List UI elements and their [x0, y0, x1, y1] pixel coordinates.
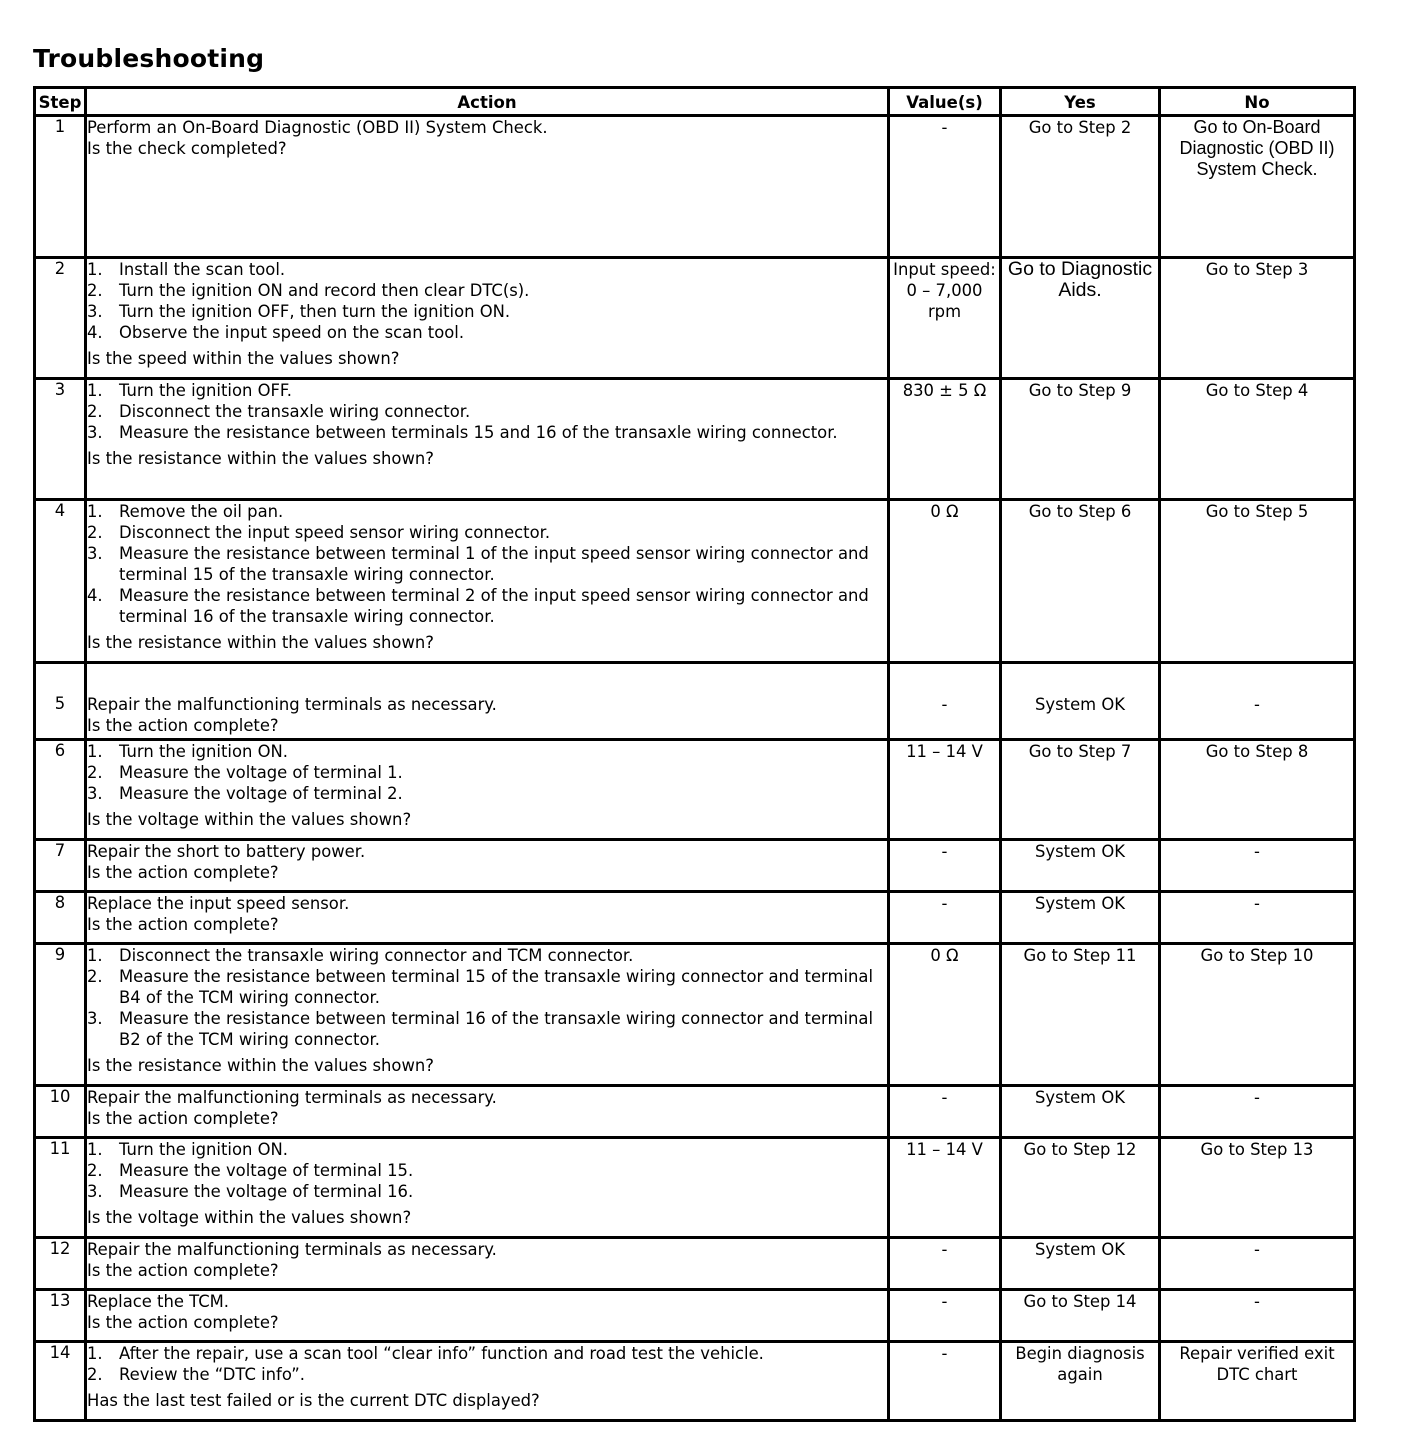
- action-step-number: 1.: [87, 260, 103, 279]
- action-step-item: [87, 380, 887, 401]
- no-cell: Go to Step 4: [1160, 379, 1355, 500]
- action-step-number: 1.: [87, 1140, 103, 1159]
- step-cell: 12: [35, 1238, 86, 1290]
- action-step-item: [87, 522, 887, 543]
- yes-cell: Go to Step 2: [1001, 116, 1160, 258]
- troubleshooting-table: [33, 86, 1356, 1422]
- values-cell: 11 – 14 V: [889, 1138, 1001, 1238]
- action-step-text: Install the scan tool.: [119, 260, 286, 279]
- action-cell: [86, 258, 889, 379]
- action-step-text: Measure the voltage of terminal 2.: [119, 784, 403, 803]
- yes-cell: System OK: [1001, 892, 1160, 944]
- action-step-number: 3.: [87, 784, 103, 803]
- action-step-number: 1.: [87, 742, 103, 761]
- table-row: [35, 892, 1355, 944]
- action-step-text: Turn the ignition OFF.: [119, 381, 292, 400]
- action-step-item: [87, 1160, 887, 1181]
- action-step-item: [87, 280, 887, 301]
- table-row: [35, 944, 1355, 1086]
- action-question: Is the resistance within the values shown?: [87, 1056, 434, 1075]
- action-step-text: Measure the resistance between terminal 2 of the input speed sensor wiring connector and terminal 16 of the transaxle wiring connector.: [119, 586, 869, 626]
- yes-cell: Go to Step 7: [1001, 740, 1160, 840]
- table-header-row: [35, 88, 1355, 116]
- yes-cell: Go to Step 6: [1001, 500, 1160, 663]
- action-line: Repair the malfunctioning terminals as necessary.: [87, 1088, 497, 1107]
- action-steps-list: [87, 380, 887, 443]
- action-line: Is the action complete?: [87, 1109, 279, 1128]
- header-no: No: [1160, 88, 1355, 116]
- no-cell: Go to Step 10: [1160, 944, 1355, 1086]
- yes-cell: Go to Step 9: [1001, 379, 1160, 500]
- action-question: Has the last test failed or is the current DTC displayed?: [87, 1391, 540, 1410]
- yes-cell: Begin diagnosis again: [1001, 1342, 1160, 1421]
- step-cell: 8: [35, 892, 86, 944]
- action-step-number: 2.: [87, 402, 103, 421]
- action-step-item: [87, 501, 887, 522]
- action-step-text: Turn the ignition ON.: [119, 1140, 288, 1159]
- action-steps-list: [87, 1139, 887, 1202]
- action-step-text: Disconnect the transaxle wiring connector and TCM connector.: [119, 946, 634, 965]
- yes-cell: System OK: [1001, 1086, 1160, 1138]
- action-step-text: Turn the ignition ON.: [119, 742, 288, 761]
- table-row: [35, 116, 1355, 258]
- action-steps-list: [87, 501, 887, 627]
- action-question: Is the voltage within the values shown?: [87, 810, 412, 829]
- action-step-text: Disconnect the input speed sensor wiring connector.: [119, 523, 551, 542]
- action-step-text: Measure the resistance between terminal 15 of the transaxle wiring connector and terminal B4 of the TCM wiring connector.: [119, 967, 874, 1007]
- step-cell: 9: [35, 944, 86, 1086]
- action-step-text: Measure the resistance between terminal 16 of the transaxle wiring connector and terminal B2 of the TCM wiring connector.: [119, 1009, 874, 1049]
- action-line: Is the action complete?: [87, 915, 279, 934]
- table-row: [35, 1086, 1355, 1138]
- yes-cell: Go to Step 12: [1001, 1138, 1160, 1238]
- action-cell: [86, 1342, 889, 1421]
- values-cell: Input speed: 0 – 7,000 rpm: [889, 258, 1001, 379]
- values-cell: -: [889, 1238, 1001, 1290]
- values-cell: -: [889, 1342, 1001, 1421]
- no-cell: Go to Step 13: [1160, 1138, 1355, 1238]
- action-cell: [86, 740, 889, 840]
- header-action: Action: [86, 88, 889, 116]
- no-cell: Go to Step 8: [1160, 740, 1355, 840]
- action-step-text: Measure the voltage of terminal 16.: [119, 1182, 414, 1201]
- action-step-item: [87, 945, 887, 966]
- step-cell: 5: [35, 663, 86, 740]
- action-step-item: [87, 762, 887, 783]
- page-title: Troubleshooting: [33, 44, 265, 73]
- header-step: Step: [35, 88, 86, 116]
- header-values: Value(s): [889, 88, 1001, 116]
- action-step-number: 2.: [87, 523, 103, 542]
- no-cell: Go to On-Board Diagnostic (OBD II) System Check.: [1160, 116, 1355, 258]
- action-step-text: Remove the oil pan.: [119, 502, 284, 521]
- no-cell: -: [1160, 892, 1355, 944]
- action-cell: [86, 944, 889, 1086]
- action-step-number: 3.: [87, 423, 103, 442]
- action-question: Is the resistance within the values shown?: [87, 633, 434, 652]
- values-cell: -: [889, 1086, 1001, 1138]
- values-cell: -: [889, 663, 1001, 740]
- action-line: Perform an On-Board Diagnostic (OBD II) System Check.: [87, 118, 548, 137]
- action-question: Is the voltage within the values shown?: [87, 1208, 412, 1227]
- step-cell: 10: [35, 1086, 86, 1138]
- action-step-text: Disconnect the transaxle wiring connector.: [119, 402, 471, 421]
- table-row: [35, 258, 1355, 379]
- action-step-item: [87, 1181, 887, 1202]
- action-step-item: [87, 585, 887, 627]
- no-cell: -: [1160, 1238, 1355, 1290]
- no-cell: Go to Step 3: [1160, 258, 1355, 379]
- action-cell: [86, 1086, 889, 1138]
- action-cell: [86, 840, 889, 892]
- values-cell: -: [889, 1290, 1001, 1342]
- action-step-number: 2.: [87, 763, 103, 782]
- yes-cell: Go to Step 11: [1001, 944, 1160, 1086]
- values-cell: -: [889, 116, 1001, 258]
- step-cell: 14: [35, 1342, 86, 1421]
- action-step-text: Turn the ignition ON and record then clear DTC(s).: [119, 281, 530, 300]
- action-step-number: 3.: [87, 1182, 103, 1201]
- action-step-text: Observe the input speed on the scan tool.: [119, 323, 465, 342]
- action-line: Replace the input speed sensor.: [87, 894, 350, 913]
- action-step-item: [87, 783, 887, 804]
- values-cell: 0 Ω: [889, 944, 1001, 1086]
- header-yes: Yes: [1001, 88, 1160, 116]
- step-cell: 4: [35, 500, 86, 663]
- yes-cell: System OK: [1001, 663, 1160, 740]
- table-row: [35, 840, 1355, 892]
- action-step-item: [87, 1364, 887, 1385]
- table-row: [35, 1342, 1355, 1421]
- action-steps-list: [87, 741, 887, 804]
- step-cell: 7: [35, 840, 86, 892]
- no-cell: -: [1160, 1290, 1355, 1342]
- no-cell: Go to Step 5: [1160, 500, 1355, 663]
- action-line: Repair the malfunctioning terminals as necessary.: [87, 695, 497, 714]
- action-cell: [86, 1138, 889, 1238]
- action-step-item: [87, 322, 887, 343]
- action-step-number: 3.: [87, 302, 103, 321]
- action-line: Repair the short to battery power.: [87, 842, 366, 861]
- action-steps-list: [87, 259, 887, 343]
- action-step-number: 2.: [87, 281, 103, 300]
- action-step-number: 3.: [87, 544, 103, 563]
- action-step-item: [87, 259, 887, 280]
- action-cell: [86, 1290, 889, 1342]
- table-row: [35, 379, 1355, 500]
- action-step-text: Measure the resistance between terminals 15 and 16 of the transaxle wiring connector.: [119, 423, 838, 442]
- no-cell: -: [1160, 840, 1355, 892]
- yes-cell: Go to Step 14: [1001, 1290, 1160, 1342]
- action-cell: [86, 892, 889, 944]
- action-step-number: 1.: [87, 946, 103, 965]
- values-cell: -: [889, 840, 1001, 892]
- action-step-number: 1.: [87, 1344, 103, 1363]
- action-step-text: Turn the ignition OFF, then turn the ignition ON.: [119, 302, 511, 321]
- no-cell: -: [1160, 1086, 1355, 1138]
- action-step-number: 2.: [87, 967, 103, 986]
- step-cell: 3: [35, 379, 86, 500]
- values-cell: -: [889, 892, 1001, 944]
- action-step-text: Review the “DTC info”.: [119, 1365, 305, 1384]
- action-step-item: [87, 966, 887, 1008]
- step-cell: 6: [35, 740, 86, 840]
- action-step-item: [87, 741, 887, 762]
- action-step-item: [87, 1139, 887, 1160]
- action-cell: [86, 379, 889, 500]
- action-line: Replace the TCM.: [87, 1292, 230, 1311]
- action-line: Is the action complete?: [87, 716, 279, 735]
- action-step-text: After the repair, use a scan tool “clear info” function and road test the vehicle.: [119, 1344, 764, 1363]
- no-cell: Repair verified exit DTC chart: [1160, 1342, 1355, 1421]
- action-cell: [86, 500, 889, 663]
- values-cell: 0 Ω: [889, 500, 1001, 663]
- action-step-number: 3.: [87, 1009, 103, 1028]
- action-steps-list: [87, 1343, 887, 1385]
- table-row: [35, 500, 1355, 663]
- action-line: Is the check completed?: [87, 139, 287, 158]
- action-step-number: 1.: [87, 502, 103, 521]
- action-step-item: [87, 401, 887, 422]
- step-cell: 2: [35, 258, 86, 379]
- action-step-item: [87, 1343, 887, 1364]
- action-step-number: 2.: [87, 1365, 103, 1384]
- yes-cell: System OK: [1001, 1238, 1160, 1290]
- action-step-item: [87, 301, 887, 322]
- table-row: [35, 663, 1355, 740]
- table-row: [35, 1238, 1355, 1290]
- action-step-item: [87, 422, 887, 443]
- action-line: Is the action complete?: [87, 1313, 279, 1332]
- action-cell: [86, 663, 889, 740]
- step-cell: 1: [35, 116, 86, 258]
- action-step-number: 2.: [87, 1161, 103, 1180]
- table-row: [35, 1290, 1355, 1342]
- action-step-text: Measure the voltage of terminal 1.: [119, 763, 403, 782]
- table-row: [35, 1138, 1355, 1238]
- action-cell: [86, 1238, 889, 1290]
- yes-cell: System OK: [1001, 840, 1160, 892]
- action-step-text: Measure the resistance between terminal 1 of the input speed sensor wiring connector and terminal 15 of the transaxle wiring connector.: [119, 544, 869, 584]
- action-cell: [86, 116, 889, 258]
- action-step-text: Measure the voltage of terminal 15.: [119, 1161, 414, 1180]
- action-step-number: 4.: [87, 323, 103, 342]
- table-row: [35, 740, 1355, 840]
- action-line: Is the action complete?: [87, 863, 279, 882]
- step-cell: 11: [35, 1138, 86, 1238]
- values-cell: 830 ± 5 Ω: [889, 379, 1001, 500]
- values-cell: 11 – 14 V: [889, 740, 1001, 840]
- action-line: Repair the malfunctioning terminals as necessary.: [87, 1240, 497, 1259]
- action-question: Is the speed within the values shown?: [87, 349, 400, 368]
- action-line: Is the action complete?: [87, 1261, 279, 1280]
- step-cell: 13: [35, 1290, 86, 1342]
- yes-cell: Go to Diagnostic Aids.: [1001, 258, 1160, 379]
- action-step-number: 4.: [87, 586, 103, 605]
- action-step-item: [87, 543, 887, 585]
- action-steps-list: [87, 945, 887, 1050]
- action-question: Is the resistance within the values shown?: [87, 449, 434, 468]
- no-cell: -: [1160, 663, 1355, 740]
- action-step-item: [87, 1008, 887, 1050]
- action-step-number: 1.: [87, 381, 103, 400]
